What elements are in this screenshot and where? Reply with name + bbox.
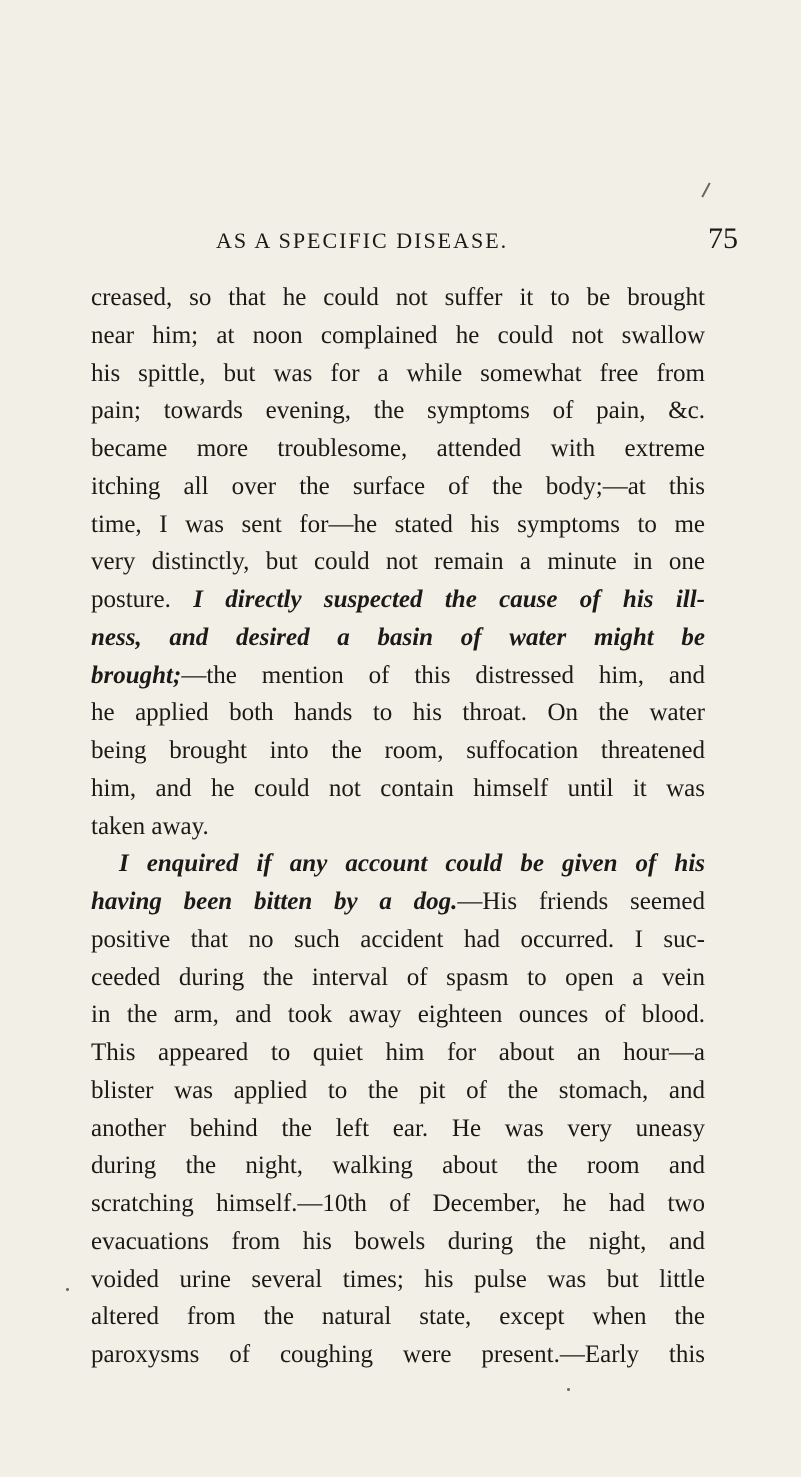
text-segment: near him; at noon complained he could not swallow <box>91 321 705 349</box>
emphasized-text: brought; <box>91 661 182 689</box>
emphasized-text: I directly suspected the cause of his ill- <box>193 586 705 613</box>
text-segment: evacuations from his bowels during the night, and <box>91 1227 705 1255</box>
text-line <box>91 392 705 430</box>
text-line <box>91 317 705 355</box>
text-segment: he applied both hands to his throat. On the water <box>91 699 705 727</box>
text-segment: in the arm, and took away eighteen ounces of blood. <box>91 1001 705 1029</box>
text-line <box>91 921 705 959</box>
text-segment: taken away. <box>91 812 209 840</box>
text-segment: This appeared to quiet him for about an hour—a <box>91 1039 705 1066</box>
text-line <box>91 808 705 846</box>
text-line <box>91 1185 705 1223</box>
text-line <box>91 543 705 581</box>
text-line <box>91 1034 705 1072</box>
text-line <box>91 1147 705 1185</box>
paper-speck <box>66 1288 69 1291</box>
text-line <box>91 581 705 619</box>
text-line <box>91 996 705 1034</box>
page-header <box>0 222 801 262</box>
text-line <box>91 959 705 997</box>
text-segment: time, I was sent for—he stated his symptoms to me <box>91 510 705 538</box>
text-segment: very distinctly, but could not remain a minute in one <box>91 548 705 576</box>
text-segment: him, and he could not contain himself until it was <box>91 774 705 802</box>
emphasized-text: I enquired if any account could be given of his <box>119 850 705 878</box>
text-segment: positive that no such accident had occurred. I suc- <box>91 925 705 953</box>
running-head: AS A SPECIFIC DISEASE. <box>216 228 509 253</box>
text-segment: creased, so that he could not suffer it to be brought <box>91 284 705 311</box>
text-line <box>91 845 705 883</box>
body-text <box>91 279 705 1374</box>
text-segment: another behind the left ear. He was very uneasy <box>91 1114 705 1142</box>
text-segment: during the night, walking about the room and <box>91 1152 705 1180</box>
text-segment: pain; towards evening, the symptoms of pain, &c. <box>91 397 705 425</box>
text-segment: ceeded during the interval of spasm to open a vein <box>91 963 705 991</box>
text-line <box>91 619 705 657</box>
text-segment: altered from the natural state, except when the <box>91 1303 705 1331</box>
text-line <box>91 430 705 468</box>
text-line <box>91 732 705 770</box>
text-line <box>91 883 705 921</box>
text-segment: itching all over the surface of the body;—at this <box>91 472 705 500</box>
text-line <box>91 1072 705 1110</box>
emphasized-text: ness, and desired a basin of water might be <box>91 623 705 651</box>
text-line <box>91 355 705 393</box>
text-segment: —His friends seemed <box>457 888 705 915</box>
text-line <box>91 1223 705 1261</box>
text-segment: his spittle, but was for a while somewhat free from <box>91 359 705 387</box>
text-segment: paroxysms of coughing were present.—Early this <box>91 1341 705 1368</box>
text-segment: posture. <box>91 586 194 613</box>
paper-speck <box>567 1388 570 1391</box>
text-line <box>91 694 705 732</box>
text-segment: scratching himself.—10th of December, he had two <box>91 1190 705 1217</box>
text-line <box>91 1336 705 1374</box>
text-line <box>91 279 705 317</box>
text-line <box>91 1298 705 1336</box>
text-line <box>91 1110 705 1148</box>
text-line <box>91 506 705 544</box>
text-segment: became more troublesome, attended with extreme <box>91 435 705 462</box>
page-number: 75 <box>708 222 738 255</box>
text-segment: blister was applied to the pit of the stomach, and <box>91 1076 705 1104</box>
text-line <box>91 1261 705 1299</box>
text-segment: being brought into the room, suffocation threatened <box>91 737 705 764</box>
stray-ink-mark <box>701 182 710 197</box>
text-line <box>91 468 705 506</box>
text-segment: voided urine several times; his pulse was but little <box>91 1265 705 1293</box>
text-line <box>91 770 705 808</box>
text-segment: —the mention of this distressed him, and <box>181 661 705 689</box>
emphasized-text: having been bitten by a dog. <box>91 888 458 915</box>
text-line <box>91 657 705 695</box>
